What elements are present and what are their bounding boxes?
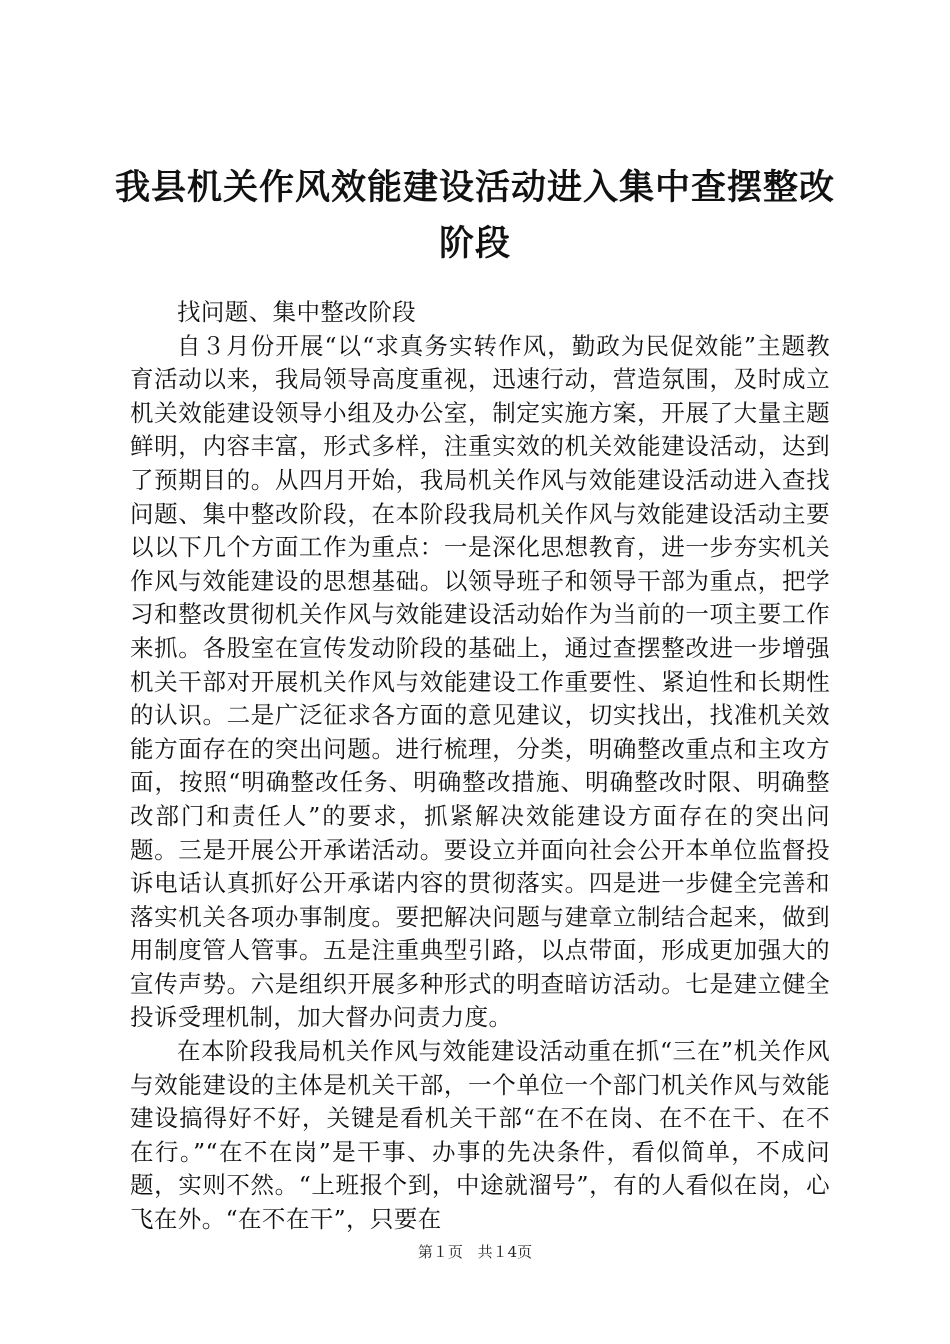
document-title-line-1: 我县机关作风效能建设活动进入集中查摆整改 [114, 167, 835, 208]
subtitle-paragraph: 找问题、集中整改阶段 [177, 298, 416, 326]
page-count: 共１4页 [477, 1243, 533, 1261]
page-footer [0, 1242, 950, 1262]
document-body [130, 296, 830, 1237]
body-paragraph-2: 在本阶段我局机关作风与效能建设活动重在抓“三在”机关作风与效能建设的主体是机关干部，一个单位一个部门机关作风与效能建设搞得好不好，关键是看机关干部“在不在岗、在不在干、在不在行。”“在不在岗”是干事、办事的先决条件，看似简单，不成问题，实则不然。“上班报个到，中途就溜号”，有的人看似在岗，心飞在外。“在不在干”，只要在 [130, 1037, 830, 1234]
page-number: 第１页 [417, 1243, 463, 1261]
document-title [100, 160, 850, 272]
document-title-line-2: 阶段 [438, 223, 511, 264]
body-paragraph-1: 自３月份开展“以“求真务实转作风，勤政为民促效能”主题教育活动以来，我局领导高度重视，迅速行动，营造氛围，及时成立机关效能建设领导小组及办公室，制定实施方案，开展了大量主题鲜明，内容丰富，形式多样，注重实效的机关效能建设活动，达到了预期目的。从四月开始，我局机关作风与效能建设活动进入查找问题、集中整改阶段，在本阶段我局机关作风与效能建设活动主要以以下几个方面工作为重点：一是深化思想教育，进一步夯实机关作风与效能建设的思想基础。以领导班子和领导干部为重点，把学习和整改贯彻机关作风与效能建设活动始作为当前的一项主要工作来抓。各股室在宣传发动阶段的基础上，通过查摆整改进一步增强机关干部对开展机关作风与效能建设工作重要性、紧迫性和长期性的认识。二是广泛征求各方面的意见建议，切实找出，找准机关效能方面存在的突出问题。进行梳理，分类，明确整改重点和主攻方面，按照“明确整改任务、明确整改措施、明确整改时限、明确整改部门和责任人”的要求，抓紧解决效能建设方面存在的突出问题。三是开展公开承诺活动。要设立并面向社会公开本单位监督投诉电话认真抓好公开承诺内容的贯彻落实。四是进一步健全完善和落实机关各项办事制度。要把解决问题与建章立制结合起来，做到用制度管人管事。五是注重典型引路，以点带面，形成更加强大的宣传声势。六是组织开展多种形式的明查暗访活动。七是建立健全投诉受理机制，加大督办问责力度。 [130, 331, 830, 1032]
